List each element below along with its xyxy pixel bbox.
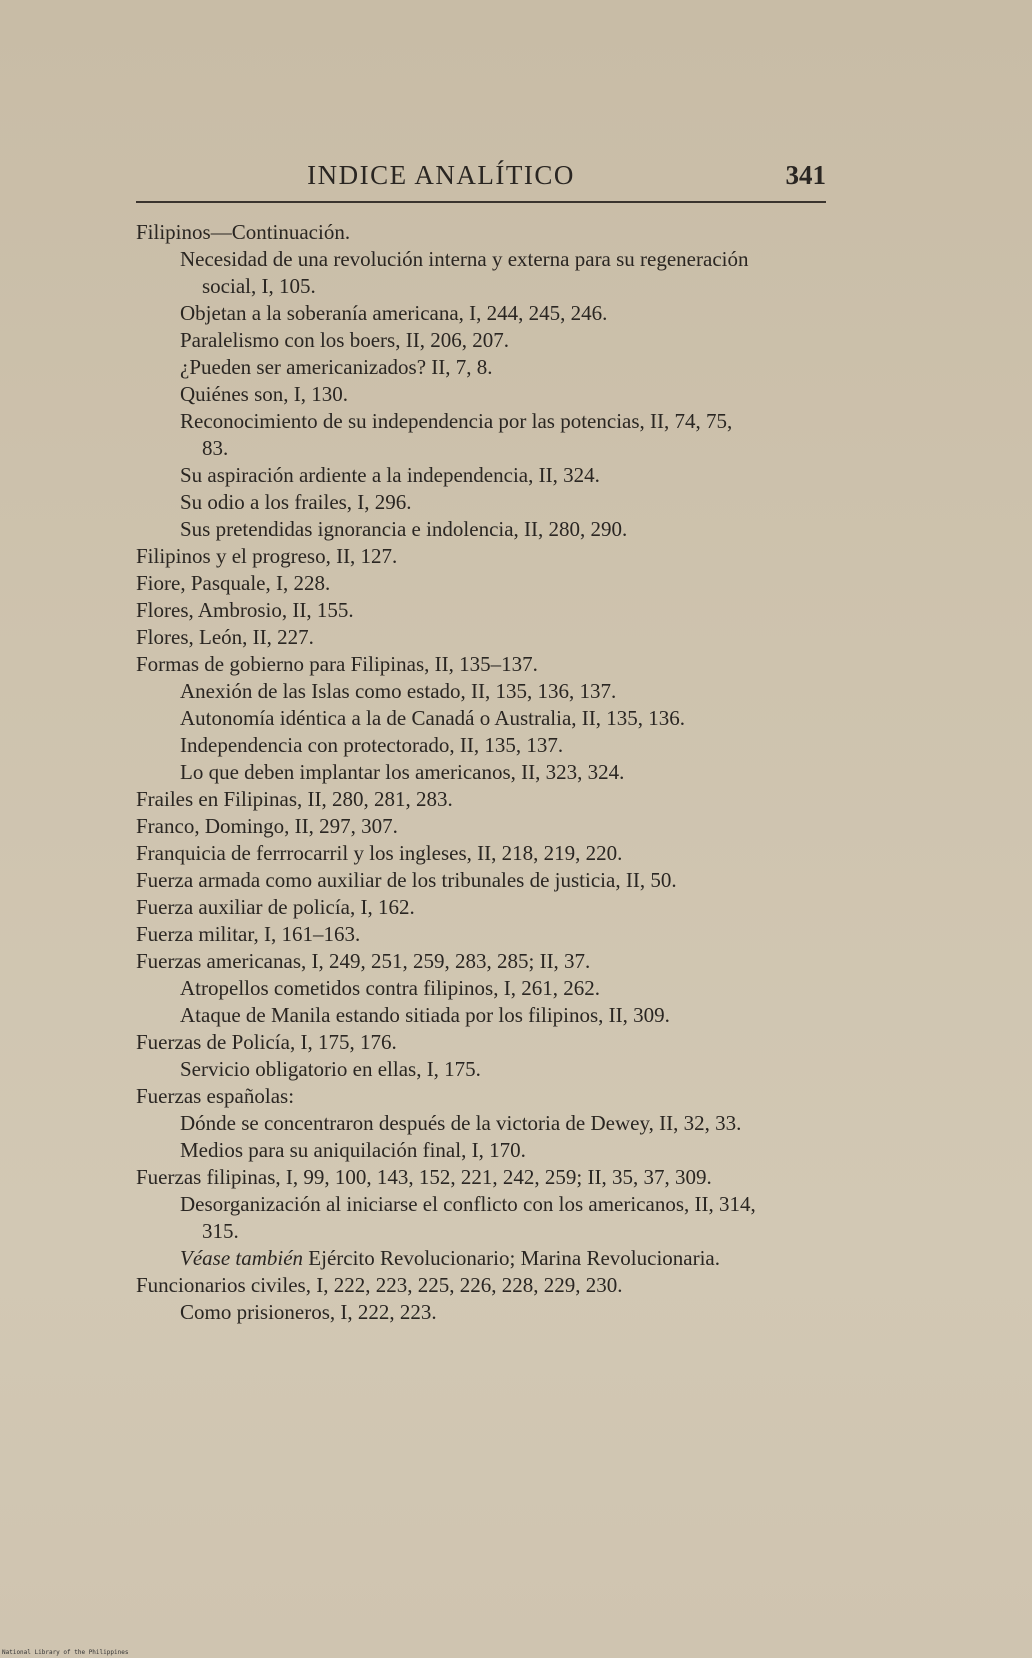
index-entry: [136, 1083, 836, 1110]
index-subentry: [136, 1137, 836, 1164]
index-subentry: [136, 381, 836, 408]
index-entry-continuation: [136, 273, 836, 300]
index-subentry: [136, 516, 836, 543]
index-entry: [136, 219, 836, 246]
index-entry: [136, 570, 836, 597]
header-title: INDICE ANALÍTICO: [307, 160, 575, 190]
entry-text: 83.: [202, 436, 229, 460]
index-subentry: [136, 732, 836, 759]
entry-text: Flores, Ambrosio, II, 155.: [136, 598, 354, 622]
running-header: [136, 160, 826, 194]
index-subentry: [136, 300, 836, 327]
entry-text: Como prisioneros, I, 222, 223.: [180, 1300, 437, 1324]
entry-text: Atropellos cometidos contra filipinos, I, 261, 262.: [180, 976, 600, 1000]
index-subentry: [136, 1056, 836, 1083]
entry-text: Fuerzas españolas:: [136, 1084, 295, 1108]
index-subentry: [136, 1002, 836, 1029]
entry-text: Su odio a los frailes, I, 296.: [180, 490, 412, 514]
index-subentry: [136, 1191, 836, 1218]
index-entry: [136, 840, 836, 867]
page-number: 341: [785, 160, 826, 190]
entry-text: Objetan a la soberanía americana, I, 244, 245, 246.: [180, 301, 608, 325]
index-entries: [136, 219, 836, 1326]
entry-text: Reconocimiento de su independencia por las potencias, II, 74, 75,: [180, 409, 733, 433]
index-subentry: [136, 408, 836, 435]
index-subentry: [136, 246, 836, 273]
index-entry: [136, 651, 836, 678]
index-entry: [136, 867, 836, 894]
entry-text: Fuerza militar, I, 161–163.: [136, 922, 361, 946]
entry-text: Necesidad de una revolución interna y externa para su regeneración: [180, 247, 749, 271]
index-entry: [136, 624, 836, 651]
entry-text: Fiore, Pasquale, I, 228.: [136, 571, 331, 595]
entry-text: Filipinos y el progreso, II, 127.: [136, 544, 398, 568]
entry-text: Independencia con protectorado, II, 135, 137.: [180, 733, 564, 757]
index-subentry: [136, 327, 836, 354]
index-entry: [136, 921, 836, 948]
header-rule: [136, 201, 826, 203]
index-entry: [136, 948, 836, 975]
footer-credit: National Library of the Philippines: [2, 1649, 129, 1656]
entry-text: Anexión de las Islas como estado, II, 135, 136, 137.: [180, 679, 617, 703]
entry-text: Formas de gobierno para Filipinas, II, 135–137.: [136, 652, 538, 676]
entry-text: Dónde se concentraron después de la victoria de Dewey, II, 32, 33.: [180, 1111, 742, 1135]
entry-text: Desorganización al iniciarse el conflicto con los americanos, II, 314,: [180, 1192, 756, 1216]
entry-text: Flores, León, II, 227.: [136, 625, 314, 649]
entry-text: ¿Pueden ser americanizados? II, 7, 8.: [180, 355, 493, 379]
index-entry: [136, 543, 836, 570]
entry-text: 315.: [202, 1219, 239, 1243]
index-subentry: [136, 1299, 836, 1326]
entry-text: Quiénes son, I, 130.: [180, 382, 348, 406]
index-subentry: [136, 1245, 836, 1272]
entry-text: Fuerzas filipinas, I, 99, 100, 143, 152, 221, 242, 259; II, 35, 37, 309.: [136, 1165, 712, 1189]
index-subentry: [136, 462, 836, 489]
entry-text: Medios para su aniquilación final, I, 170.: [180, 1138, 526, 1162]
entry-text: Paralelismo con los boers, II, 206, 207.: [180, 328, 509, 352]
index-subentry: [136, 489, 836, 516]
entry-text: Fuerza armada como auxiliar de los tribunales de justicia, II, 50.: [136, 868, 677, 892]
index-entry: [136, 894, 836, 921]
index-entry: [136, 786, 836, 813]
index-subentry: [136, 975, 836, 1002]
index-entry: [136, 1029, 836, 1056]
entry-text: Su aspiración ardiente a la independencia, II, 324.: [180, 463, 600, 487]
index-subentry: [136, 678, 836, 705]
index-subentry: [136, 1110, 836, 1137]
entry-text: Sus pretendidas ignorancia e indolencia, II, 280, 290.: [180, 517, 628, 541]
entry-text: Servicio obligatorio en ellas, I, 175.: [180, 1057, 481, 1081]
entry-text: Funcionarios civiles, I, 222, 223, 225, 226, 228, 229, 230.: [136, 1273, 623, 1297]
entry-text: Filipinos—Continuación.: [136, 220, 351, 244]
entry-text: Fuerzas americanas, I, 249, 251, 259, 283, 285; II, 37.: [136, 949, 591, 973]
entry-text: Lo que deben implantar los americanos, II, 323, 324.: [180, 760, 625, 784]
index-entry: [136, 1272, 836, 1299]
entry-text: Franquicia de ferrrocarril y los ingleses, II, 218, 219, 220.: [136, 841, 623, 865]
index-subentry: [136, 759, 836, 786]
index-entry-continuation: [136, 435, 836, 462]
entry-text: Autonomía idéntica a la de Canadá o Australia, II, 135, 136.: [180, 706, 686, 730]
entry-text: Franco, Domingo, II, 297, 307.: [136, 814, 398, 838]
index-entry: [136, 1164, 836, 1191]
entry-text: Fuerzas de Policía, I, 175, 176.: [136, 1030, 397, 1054]
see-also-label: Véase también: [180, 1246, 304, 1270]
index-entry: [136, 813, 836, 840]
entry-text: Ataque de Manila estando sitiada por los filipinos, II, 309.: [180, 1003, 670, 1027]
index-subentry: [136, 705, 836, 732]
entry-text: social, I, 105.: [202, 274, 316, 298]
entry-text: Fuerza auxiliar de policía, I, 162.: [136, 895, 415, 919]
entry-text: Ejército Revolucionario; Marina Revolucionaria.: [303, 1246, 720, 1270]
index-entry-continuation: [136, 1218, 836, 1245]
index-entry: [136, 597, 836, 624]
entry-text: Frailes en Filipinas, II, 280, 281, 283.: [136, 787, 453, 811]
index-subentry: [136, 354, 836, 381]
